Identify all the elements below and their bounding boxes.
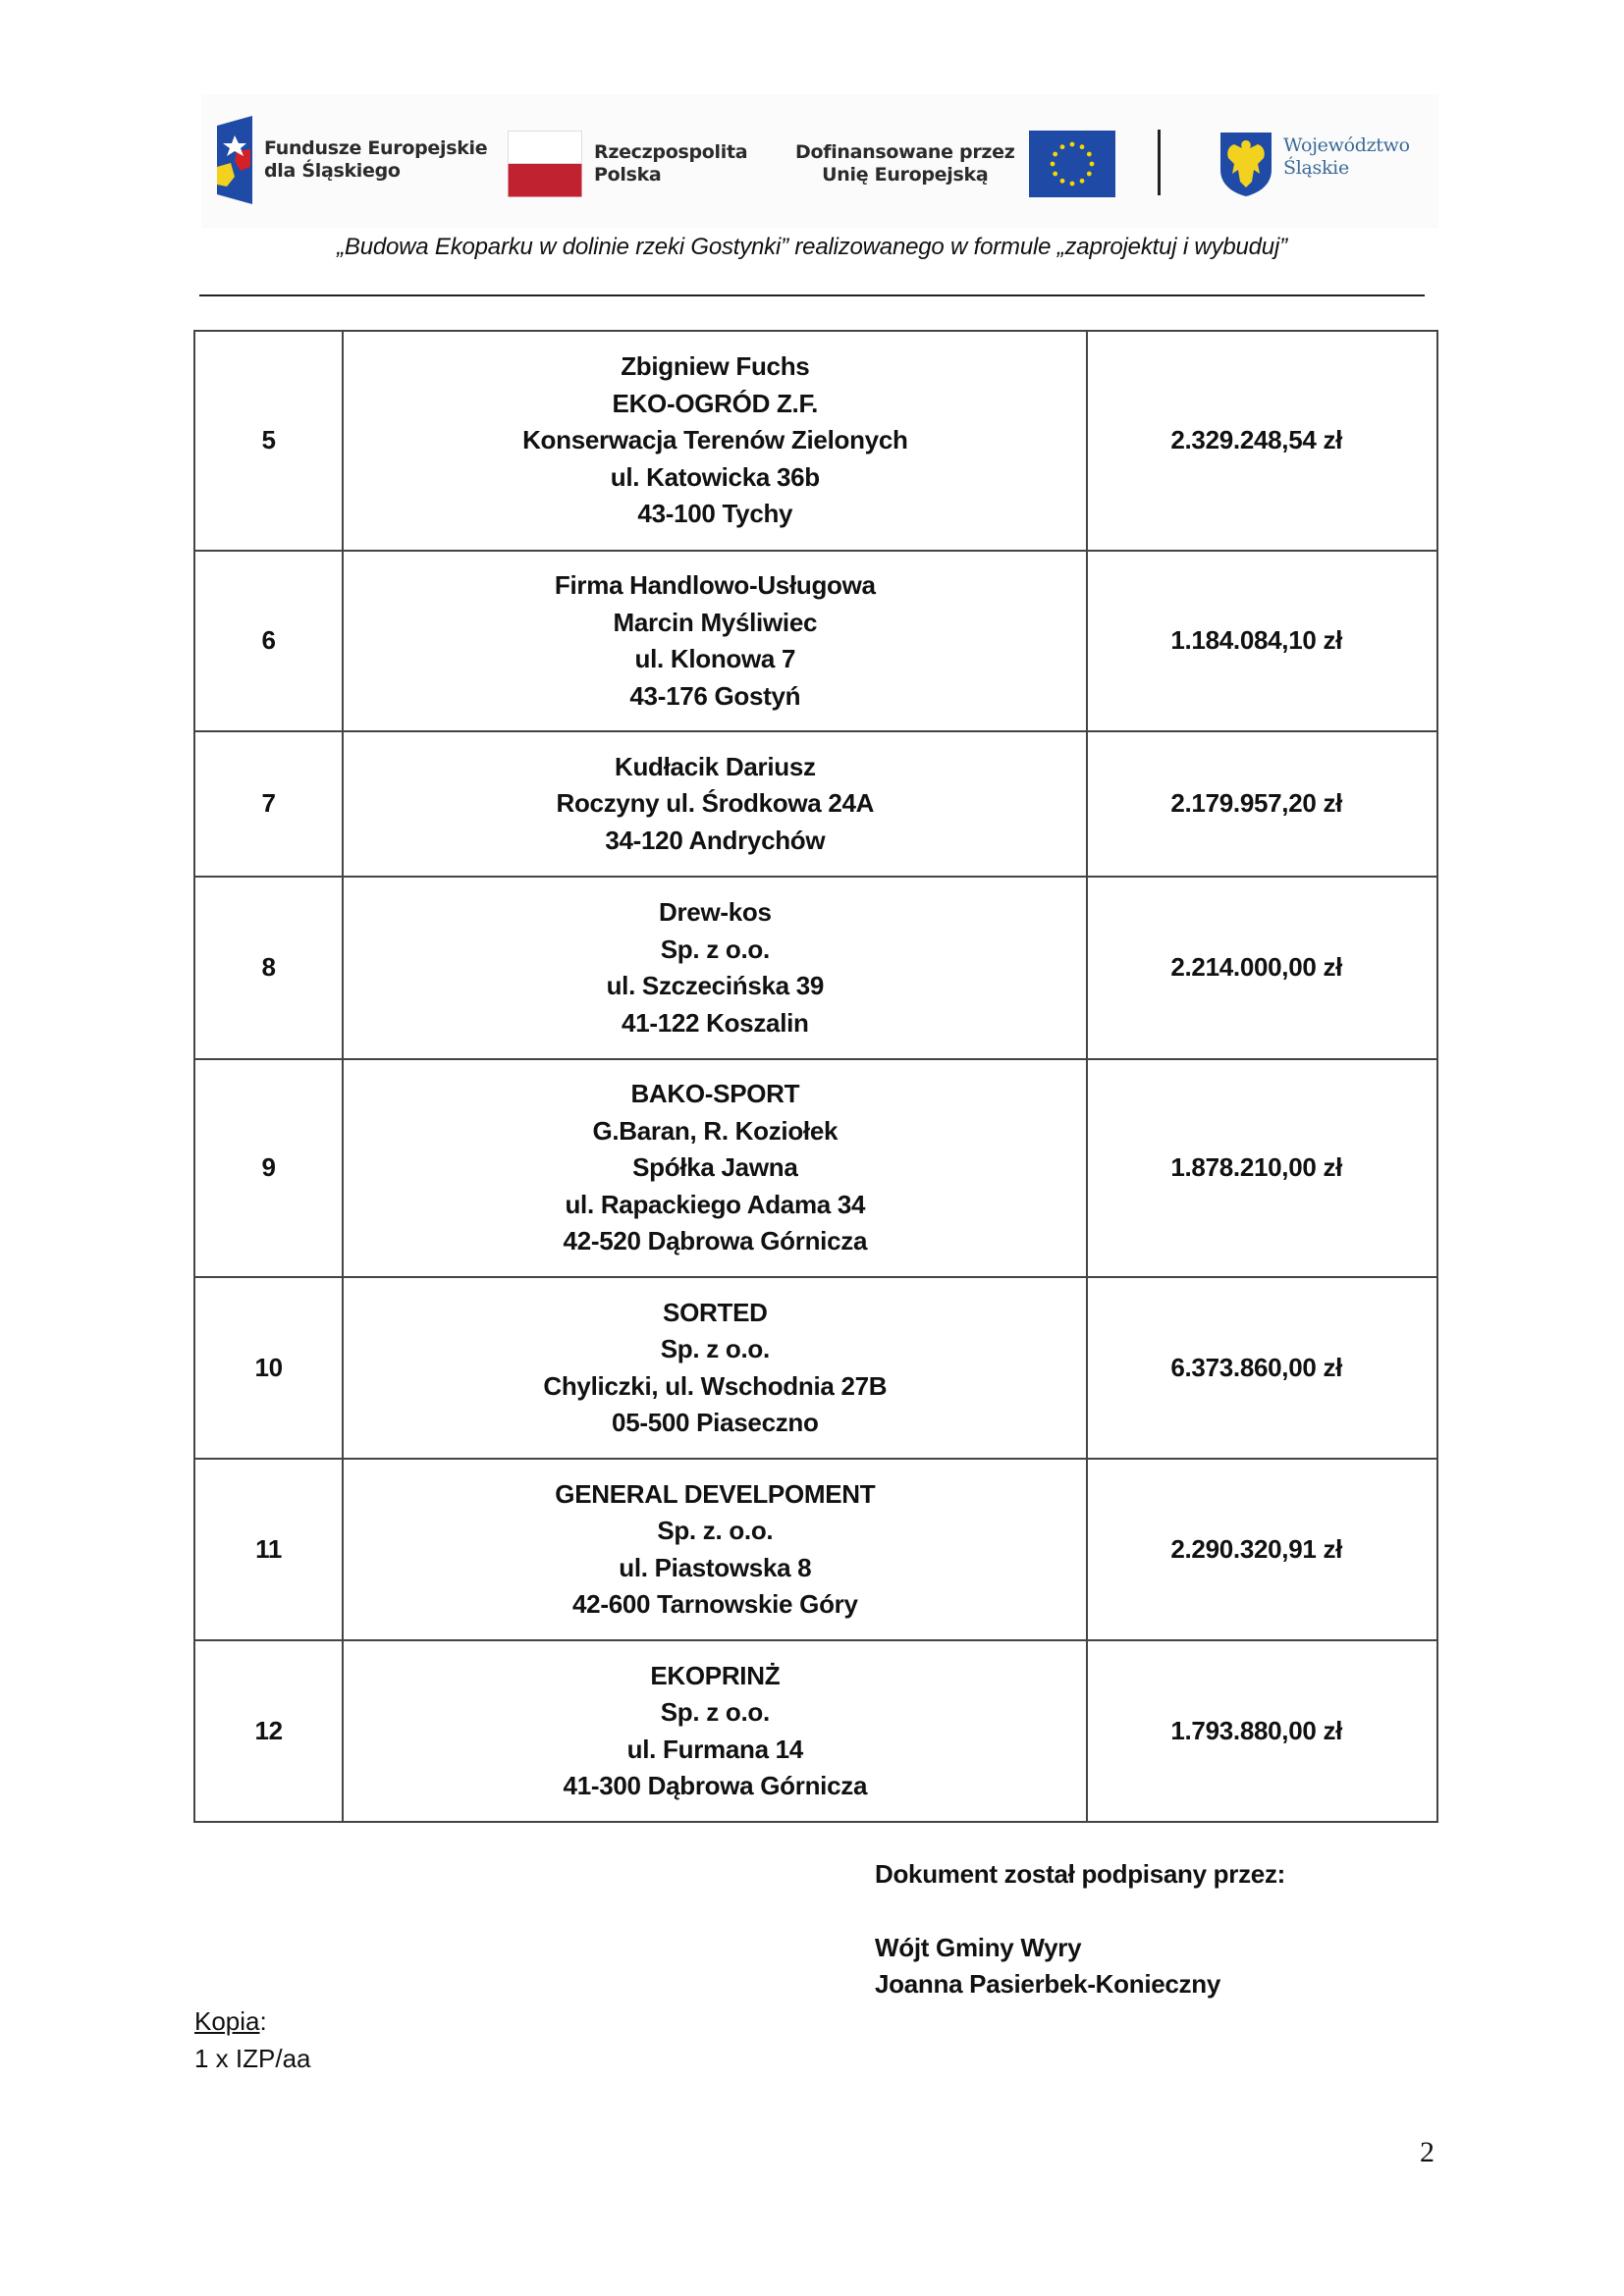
offer-number: 5	[194, 331, 343, 551]
offer-price: 1.793.880,00 zł	[1087, 1640, 1437, 1822]
contractor-line: ul. Furmana 14	[626, 1734, 803, 1764]
offer-price: 2.179.957,20 zł	[1087, 731, 1437, 877]
copy-label: Kopia	[194, 2006, 260, 2036]
contractor-cell	[343, 877, 1087, 1059]
eu-star-icon	[1079, 144, 1084, 149]
contractor-line: BAKO-SPORT	[630, 1079, 800, 1109]
contractor-line: Marcin Myśliwiec	[613, 607, 818, 637]
offer-row	[194, 731, 1437, 877]
offer-number: 11	[194, 1459, 343, 1640]
contractor-line: EKO-OGRÓD Z.F.	[612, 388, 819, 418]
contractor-line: Sp. z o.o.	[660, 1334, 770, 1363]
logo-rzeczpospolita-polska	[508, 131, 747, 197]
contractor-line: SORTED	[663, 1297, 768, 1327]
contractor-cell	[343, 731, 1087, 877]
logo-text-line: Dofinansowane przez	[795, 141, 1015, 163]
eu-flag-icon	[1029, 131, 1115, 197]
offer-number: 12	[194, 1640, 343, 1822]
offer-price: 1.184.084,10 zł	[1087, 551, 1437, 731]
logo-text-line: Województwo	[1283, 134, 1410, 156]
offer-price: 2.214.000,00 zł	[1087, 877, 1437, 1059]
contractor-cell	[343, 1459, 1087, 1640]
page-number: 2	[1420, 2136, 1435, 2168]
logo-fundusze-europejskie	[217, 116, 487, 204]
offer-row	[194, 1277, 1437, 1459]
offer-row	[194, 331, 1437, 551]
contractor-line: ul. Klonowa 7	[634, 644, 796, 673]
contractor-line: 41-122 Koszalin	[622, 1007, 809, 1038]
contractor-line: Sp. z o.o.	[660, 1697, 770, 1727]
eu-star-icon	[1050, 162, 1055, 167]
contractor-line: 42-600 Tarnowskie Góry	[572, 1589, 858, 1619]
offers-table	[193, 330, 1438, 1823]
contractor-line: 42-520 Dąbrowa Górnicza	[563, 1226, 868, 1256]
offer-price: 2.290.320,91 zł	[1087, 1459, 1437, 1640]
polish-flag-icon	[508, 131, 582, 197]
copy-label-colon: :	[259, 2006, 267, 2036]
contractor-line: Firma Handlowo-Usługowa	[554, 570, 876, 600]
eu-star-icon	[1053, 172, 1057, 177]
eu-star-icon	[1086, 172, 1091, 177]
contractor-cell	[343, 1277, 1087, 1459]
logo-text-line: dla Śląskiego	[264, 160, 401, 182]
contractor-line: 34-120 Andrychów	[605, 825, 826, 855]
copy-distribution	[194, 2003, 311, 2077]
logo-text-line: Unię Europejską	[822, 164, 989, 186]
offer-number: 6	[194, 551, 343, 731]
offer-row	[194, 551, 1437, 731]
header-divider	[199, 294, 1425, 296]
logo-text-line: Polska	[594, 164, 662, 186]
logo-separator	[1158, 130, 1161, 195]
offer-row	[194, 1059, 1437, 1277]
fundusze-europejskie-emblem-icon	[217, 116, 252, 204]
eu-star-icon	[1086, 152, 1091, 157]
signatory-name: Joanna Pasierbek-Konieczny	[875, 1969, 1220, 1999]
offer-number: 8	[194, 877, 343, 1059]
contractor-cell	[343, 331, 1087, 551]
contractor-line: Sp. z o.o.	[660, 934, 770, 964]
contractor-line: Chyliczki, ul. Wschodnia 27B	[543, 1370, 888, 1401]
contractor-line: Kudłacik Dariusz	[614, 751, 816, 781]
contractor-line: Drew-kos	[659, 897, 772, 927]
silesian-eagle-coat-of-arms-icon	[1218, 131, 1273, 197]
signatory-role: Wójt Gminy Wyry	[875, 1932, 1082, 1962]
logo-text-line: Fundusze Europejskie	[264, 137, 488, 159]
logo-text-line: Śląskie	[1283, 157, 1349, 179]
eu-star-icon	[1079, 179, 1084, 184]
contractor-cell	[343, 1059, 1087, 1277]
eu-star-icon	[1059, 144, 1064, 149]
eu-star-icon	[1069, 182, 1074, 187]
contractor-line: GENERAL DEVELPOMENT	[555, 1478, 876, 1509]
offer-number: 10	[194, 1277, 343, 1459]
contractor-line: ul. Katowicka 36b	[610, 461, 820, 492]
offer-number: 7	[194, 731, 343, 877]
contractor-line: ul. Piastowska 8	[619, 1552, 812, 1582]
contractor-cell	[343, 551, 1087, 731]
offer-price: 2.329.248,54 zł	[1087, 331, 1437, 551]
contractor-line: Konserwacja Terenów Zielonych	[522, 425, 908, 455]
contractor-line: EKOPRINŻ	[650, 1660, 781, 1690]
signature-block	[875, 1856, 1285, 2003]
contractor-cell	[343, 1640, 1087, 1822]
project-title: „Budowa Ekoparku w dolinie rzeki Gostynki” realizowanego w formule „zaprojektuj i wybuduj”	[337, 234, 1287, 260]
contractor-line: 05-500 Piaseczno	[612, 1408, 819, 1437]
logo-wojewodztwo-slaskie	[1218, 131, 1410, 197]
contractor-line: 41-300 Dąbrowa Górnicza	[563, 1771, 868, 1800]
contractor-line: ul. Rapackiego Adama 34	[565, 1189, 866, 1219]
contractor-line: ul. Szczecińska 39	[606, 971, 825, 1000]
offer-row	[194, 1640, 1437, 1822]
offer-number: 9	[194, 1059, 343, 1277]
logo-unia-europejska	[795, 131, 1115, 197]
eu-star-icon	[1069, 142, 1074, 147]
copy-recipient: 1 x IZP/aa	[194, 2043, 311, 2073]
contractor-line: Sp. z. o.o.	[657, 1516, 774, 1545]
contractor-line: G.Baran, R. Koziołek	[592, 1115, 839, 1146]
contractor-line: Spółka Jawna	[632, 1152, 798, 1183]
contractor-line: Roczyny ul. Środkowa 24A	[556, 788, 875, 819]
offer-price: 1.878.210,00 zł	[1087, 1059, 1437, 1277]
contractor-line: Zbigniew Fuchs	[621, 351, 810, 382]
offer-price: 6.373.860,00 zł	[1087, 1277, 1437, 1459]
eu-star-icon	[1089, 162, 1094, 167]
offer-row	[194, 877, 1437, 1059]
contractor-line: 43-100 Tychy	[637, 499, 793, 529]
eu-star-icon	[1059, 179, 1064, 184]
offer-row	[194, 1459, 1437, 1640]
contractor-line: 43-176 Gostyń	[629, 680, 801, 711]
funding-logo-bar	[201, 94, 1438, 228]
logo-text-line: Rzeczpospolita	[594, 141, 748, 163]
signature-heading: Dokument został podpisany przez:	[875, 1859, 1286, 1889]
eu-star-icon	[1053, 152, 1057, 157]
